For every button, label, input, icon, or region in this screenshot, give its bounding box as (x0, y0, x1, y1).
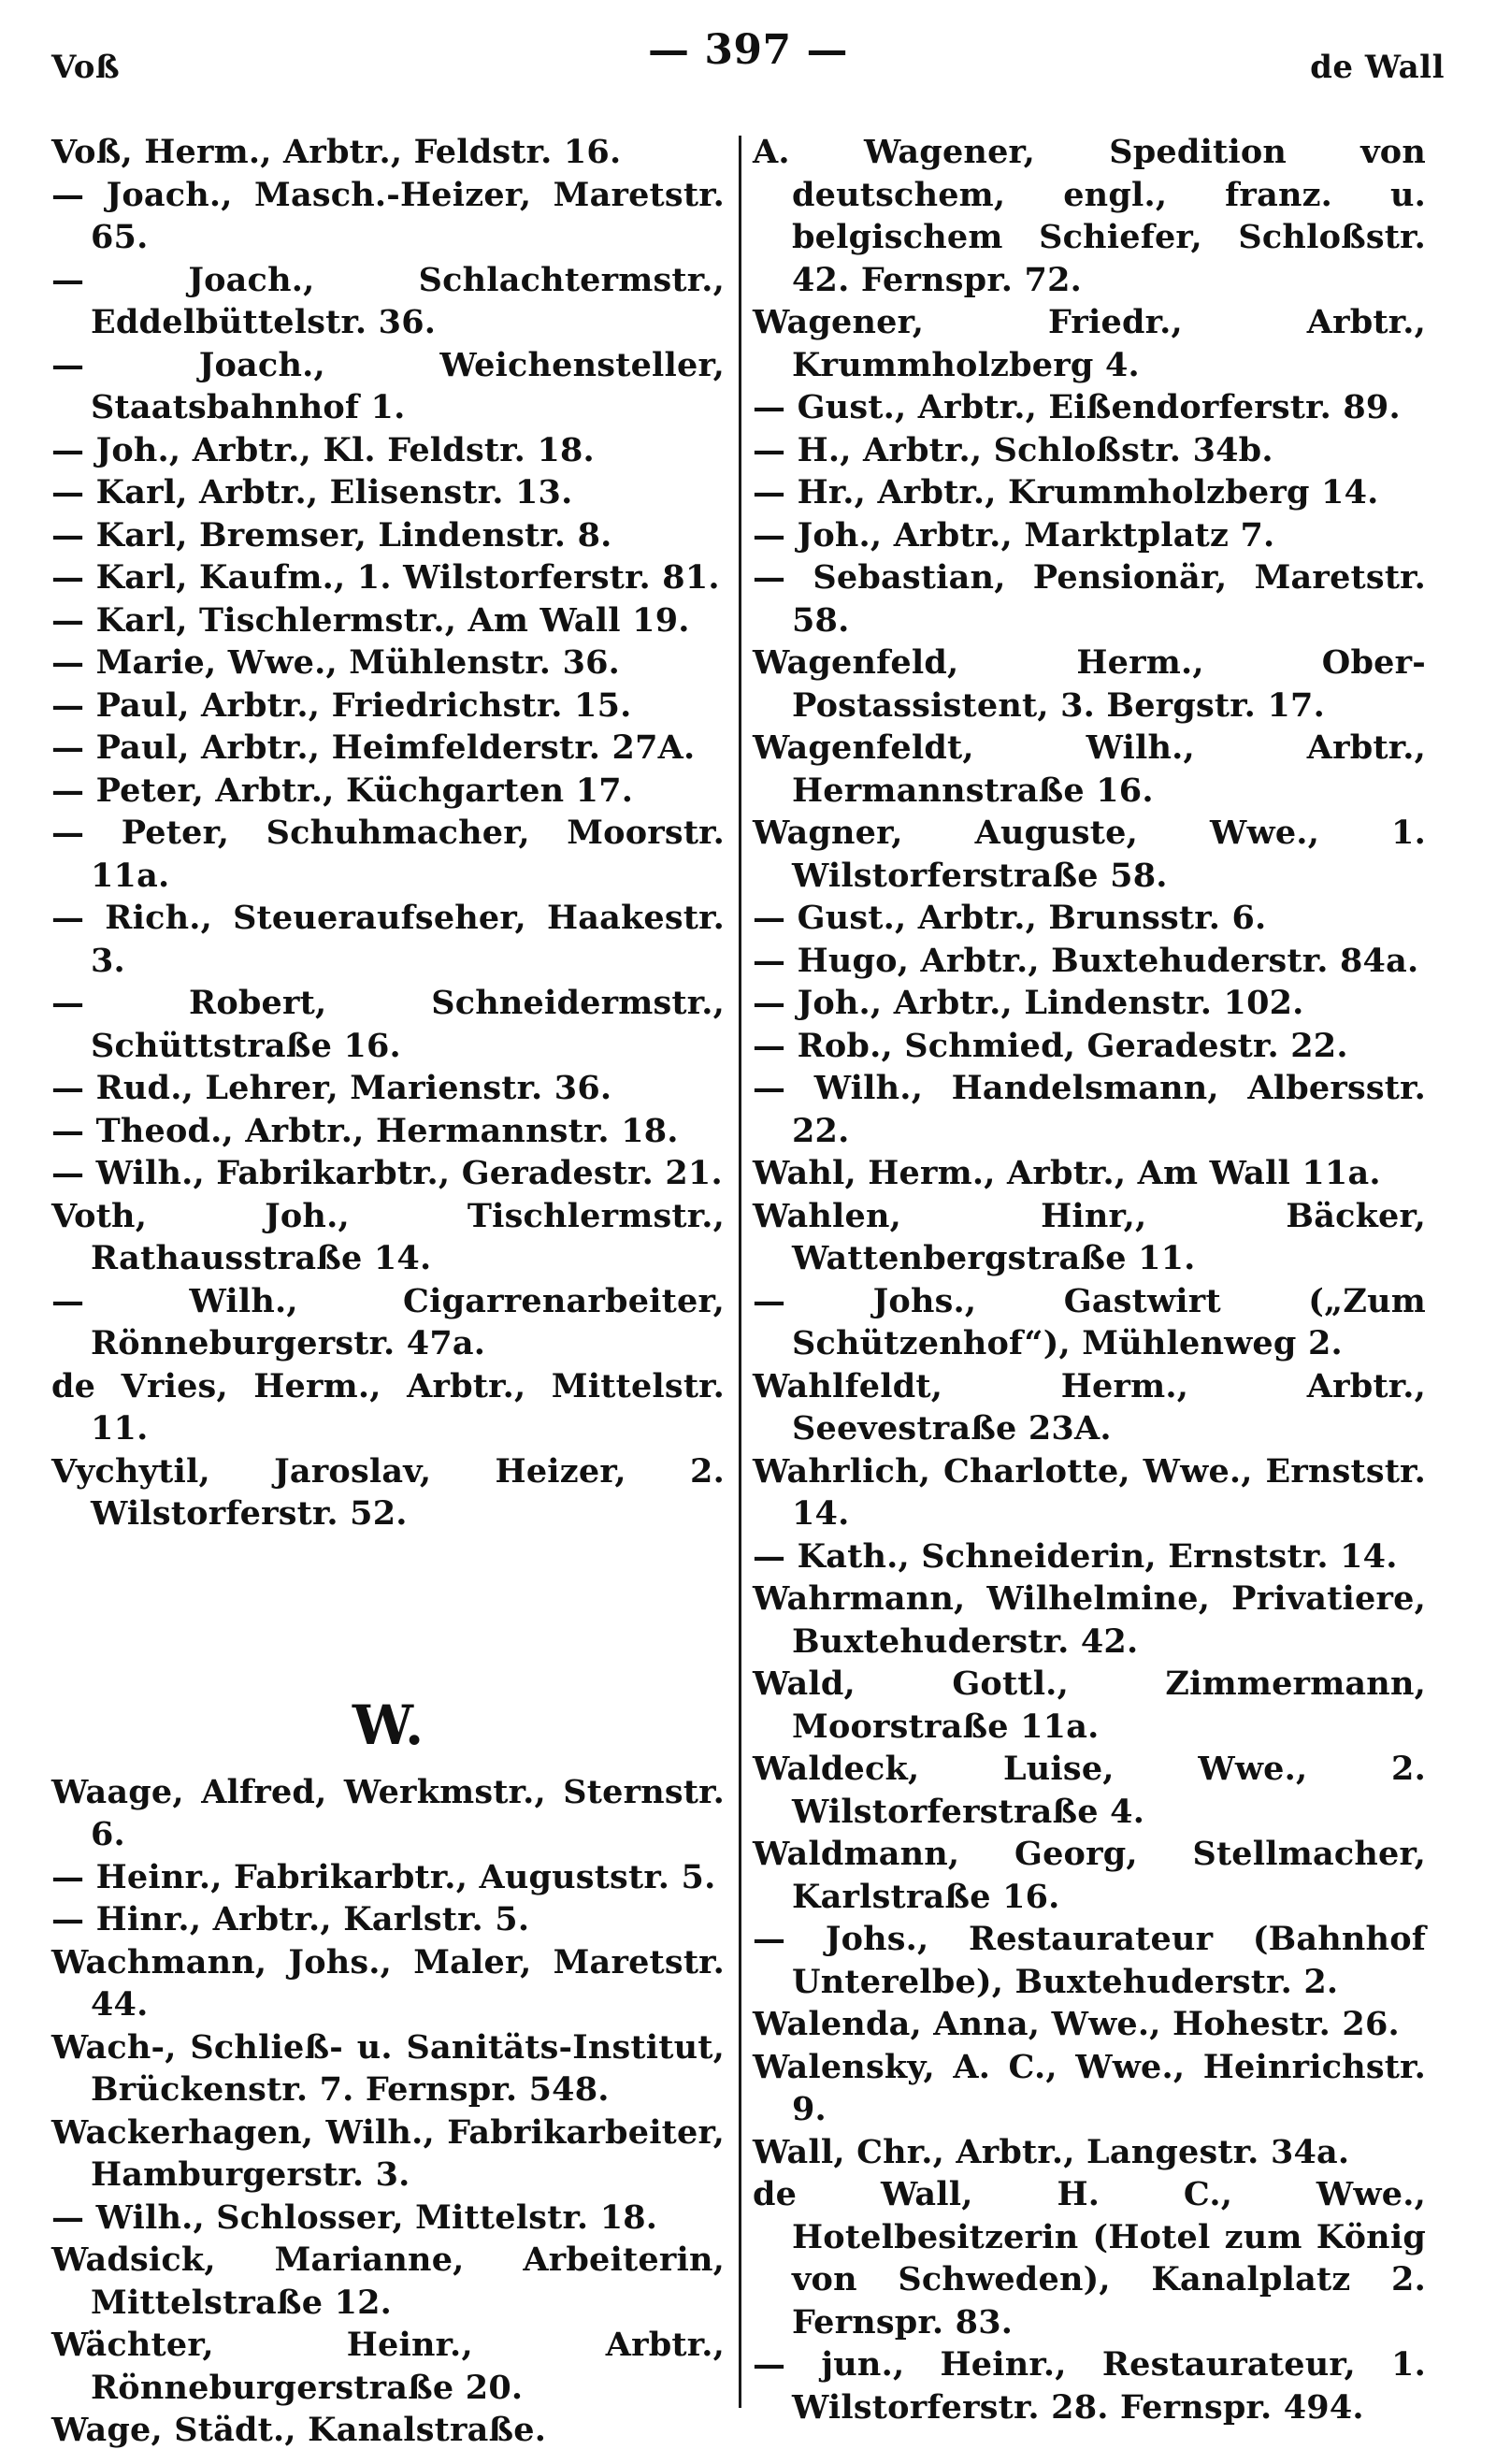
directory-entry: — Joach., Masch.-Heizer, Maretstr. 65. (51, 174, 725, 259)
directory-entry: — Theod., Arbtr., Hermannstr. 18. (51, 1110, 725, 1153)
directory-entry: Wackerhagen, Wilh., Fabrikarbeiter, Hamburgerstr. 3. (51, 2112, 725, 2194)
section-letter: W. (352, 1693, 424, 1757)
directory-entry: Voß, Herm., Arbtr., Feldstr. 16. (51, 133, 622, 171)
directory-entry: A. Wagener, Spedition von deutschem, engl., franz. u. belgischem Schiefer, Schloßstr. 42. Fernspr. 72. (753, 133, 1426, 299)
directory-entry: — Gust., Arbtr., Eißendorferstr. 89. (753, 386, 1426, 429)
directory-entry: Wagner, Auguste, Wwe., 1. Wilstorferstraße 58. (753, 814, 1426, 895)
directory-entry: — Peter, Schuhmacher, Moorstr. 11a. (51, 812, 725, 897)
directory-entry: Wahrlich, Charlotte, Wwe., Ernststr. 14. (753, 1451, 1426, 1533)
directory-entry: Vychytil, Jaroslav, Heizer, 2. Wilstorferstr. 52. (51, 1451, 725, 1533)
left-entries (51, 131, 725, 1535)
directory-entry: Wage, Städt., Kanalstraße. (51, 2411, 547, 2449)
directory-entry: Wahlfeldt, Herm., Arbtr., Seevestraße 23A. (753, 1366, 1426, 1448)
directory-entry: — Paul, Arbtr., Friedrichstr. 15. (51, 684, 725, 728)
directory-entry: Wald, Gottl., Zimmermann, Moorstraße 11a. (753, 1664, 1426, 1746)
directory-entry: — Hr., Arbtr., Krummholzberg 14. (753, 471, 1426, 514)
directory-entry: — Karl, Tischlermstr., Am Wall 19. (51, 599, 725, 642)
directory-entry: — Paul, Arbtr., Heimfelderstr. 27A. (51, 727, 725, 770)
directory-entry: Wach-, Schließ- u. Sanitäts-Institut, Brückenstr. 7. Fernspr. 548. (51, 2027, 725, 2109)
directory-entry: Walenda, Anna, Wwe., Hohestr. 26. (753, 2005, 1400, 2043)
directory-entry: — Rob., Schmied, Geradestr. 22. (753, 1025, 1426, 1068)
directory-entry: — Kath., Schneiderin, Ernststr. 14. (753, 1535, 1426, 1578)
directory-entry: Wachmann, Johs., Maler, Maretstr. 44. (51, 1942, 725, 2024)
directory-entry: Wahl, Herm., Arbtr., Am Wall 11a. (753, 1154, 1381, 1192)
directory-entry: — Wilh., Cigarrenarbeiter, Rönneburgerstr. 47a. (51, 1280, 725, 1365)
directory-entry: — Heinr., Fabrikarbtr., Auguststr. 5. (51, 1856, 725, 1899)
column-divider (739, 136, 741, 2408)
directory-entry: — Johs., Gastwirt („Zum Schützenhof“), Mühlenweg 2. (753, 1280, 1426, 1365)
directory-entry: — H., Arbtr., Schloßstr. 34b. (753, 429, 1426, 472)
directory-entry: — Joh., Arbtr., Lindenstr. 102. (753, 982, 1426, 1025)
directory-entry: Wahrmann, Wilhelmine, Privatiere, Buxtehuderstr. 42. (753, 1579, 1426, 1661)
directory-entry: — Wilh., Handelsmann, Albersstr. 22. (753, 1067, 1426, 1152)
directory-entry: — Rich., Steueraufseher, Haakestr. 3. (51, 897, 725, 982)
directory-entry: — Sebastian, Pensionär, Maretstr. 58. (753, 556, 1426, 641)
directory-entry: — Johs., Restaurateur (Bahnhof Unterelbe), Buxtehuderstr. 2. (753, 1918, 1426, 2003)
directory-entry: — Karl, Bremser, Lindenstr. 8. (51, 514, 725, 557)
directory-entry: Wagenfeldt, Wilh., Arbtr., Hermannstraße 16. (753, 728, 1426, 810)
directory-entry: — Joach., Schlachtermstr., Eddelbüttelstr. 36. (51, 259, 725, 344)
directory-entry: — Wilh., Schlosser, Mittelstr. 18. (51, 2197, 725, 2240)
header-right-keyword: de Wall (1310, 49, 1445, 86)
directory-entry: Wadsick, Marianne, Arbeiterin, Mittelstraße 12. (51, 2241, 725, 2322)
header-left-keyword: Voß (51, 49, 121, 86)
directory-entry: Voth, Joh., Tischlermstr., Rathausstraße 14. (51, 1196, 725, 1277)
directory-entry: de Vries, Herm., Arbtr., Mittelstr. 11. (51, 1366, 725, 1448)
right-column (753, 131, 1426, 2428)
directory-entry: — Karl, Arbtr., Elisenstr. 13. (51, 471, 725, 514)
directory-entry: Wall, Chr., Arbtr., Langestr. 34a. (753, 2132, 1350, 2171)
directory-entry: — Rud., Lehrer, Marienstr. 36. (51, 1067, 725, 1110)
directory-entry: Wagener, Friedr., Arbtr., Krummholzberg 4. (753, 303, 1426, 384)
left-entries-w (51, 1771, 725, 2452)
directory-entry: — Karl, Kaufm., 1. Wilstorferstr. 81. (51, 556, 725, 599)
page-number: — 397 — (648, 26, 848, 74)
directory-entry: — Wilh., Fabrikarbtr., Geradestr. 21. (51, 1152, 725, 1195)
directory-entry: Wächter, Heinr., Arbtr., Rönneburgerstraße 20. (51, 2326, 725, 2407)
directory-entry: — Hugo, Arbtr., Buxtehuderstr. 84a. (753, 940, 1426, 983)
directory-entry: Waldmann, Georg, Stellmacher, Karlstraße 16. (753, 1835, 1426, 1916)
directory-entry: — Gust., Arbtr., Brunsstr. 6. (753, 897, 1426, 940)
directory-entry: — Joh., Arbtr., Kl. Feldstr. 18. (51, 429, 725, 472)
left-column (51, 131, 725, 2452)
directory-entry: — Robert, Schneidermstr., Schüttstraße 16. (51, 982, 725, 1067)
directory-entry: — Peter, Arbtr., Küchgarten 17. (51, 770, 725, 813)
directory-entry: — Marie, Wwe., Mühlenstr. 36. (51, 641, 725, 684)
directory-entry: Walensky, A. C., Wwe., Heinrichstr. 9. (753, 2047, 1426, 2128)
directory-entry: — jun., Heinr., Restaurateur, 1. Wilstorferstr. 28. Fernspr. 494. (753, 2343, 1426, 2428)
directory-entry: Wahlen, Hinr,, Bäcker, Wattenbergstraße 11. (753, 1196, 1426, 1277)
directory-entry: Waage, Alfred, Werkmstr., Sternstr. 6. (51, 1772, 725, 1853)
directory-entry: Wagenfeld, Herm., Ober-Postassistent, 3. Bergstr. 17. (753, 643, 1426, 725)
directory-entry: de Wall, H. C., Wwe., Hotelbesitzerin (Hotel zum König von Schweden), Kanalplatz 2. Fernspr. 83. (753, 2175, 1426, 2342)
page-header (51, 26, 1445, 92)
directory-entry: — Joh., Arbtr., Marktplatz 7. (753, 514, 1426, 557)
directory-entry: Waldeck, Luise, Wwe., 2. Wilstorferstraße 4. (753, 1750, 1426, 1831)
directory-entry: — Joach., Weichensteller, Staatsbahnhof 1. (51, 344, 725, 429)
right-entries (753, 131, 1426, 2428)
directory-entry: — Hinr., Arbtr., Karlstr. 5. (51, 1898, 725, 1941)
